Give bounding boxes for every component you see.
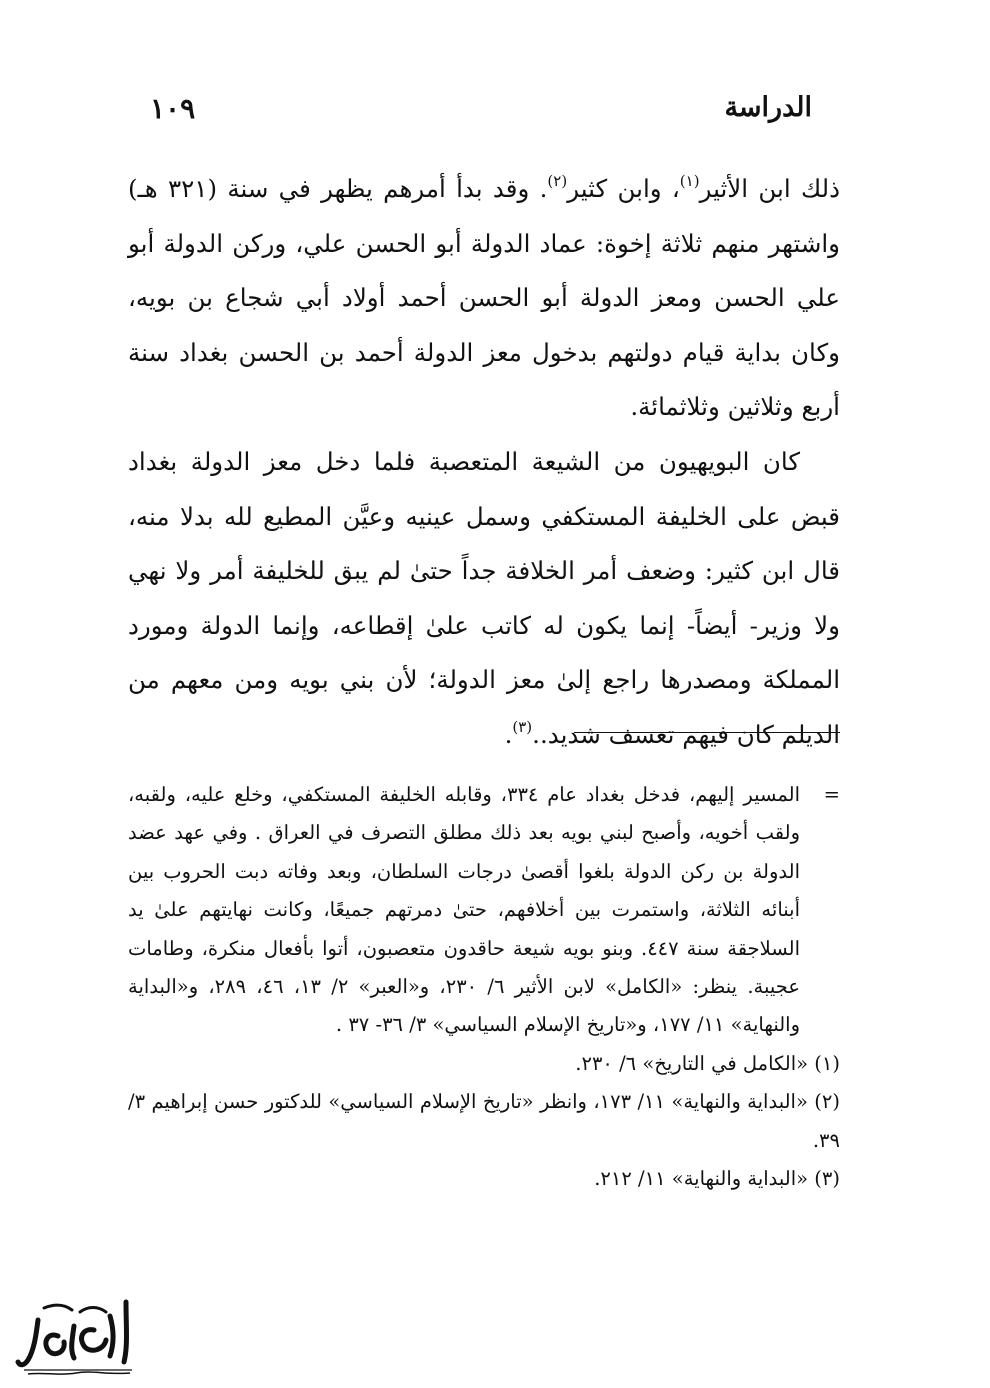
paragraph-1 bbox=[128, 162, 840, 435]
page-header bbox=[150, 92, 812, 132]
continuation-mark: = bbox=[823, 783, 840, 806]
paragraph-1-part-2: ، وابن كثير bbox=[567, 174, 680, 203]
footnote-ref-2: (٢) bbox=[547, 171, 568, 190]
footnote-continuation bbox=[128, 776, 840, 1045]
footnotes bbox=[128, 776, 840, 1198]
paragraph-2-end: . bbox=[504, 719, 513, 749]
footnote-ref-3: (٣) bbox=[512, 717, 533, 736]
main-text bbox=[128, 162, 840, 763]
page-number: ١٠٩ bbox=[150, 92, 196, 125]
continuation-text: المسير إليهم، فدخل بغداد عام ٣٣٤، وقابله الخليفة المستكفي، وخلع عليه، ولقبه، ولقب أخويه، وأصبح لبني بويه بعد ذلك مطلق التصرف في العراق . وفي عهد عضد الدولة بن ركن الدولة بلغوا أقصىٰ درجات السلطان، وبعد وفاته دبت الحروب بين أبنائه الثلاثة، واستمرت بين أخلافهم، حتىٰ دمرتهم جميعًا، وكانت نهايتهم علىٰ يد السلاجقة سنة ٤٤٧. وبنو بويه شيعة حاقدون متعصبون، أتوا بأفعال منكرة، وطامات عجيبة. ينظر: «الكامل» لابن الأثير ٦/ ٢٣٠، و«العبر» ٢/ ١٣، ٤٦، ٢٨٩، و«البداية والنهاية» ١١/ ١٧٧، و«تاريخ الإسلام السياسي» ٣/ ٣٦- ٣٧ . bbox=[128, 783, 800, 1037]
paragraph-1-part-1: ذلك ابن الأثير bbox=[699, 174, 840, 203]
footnote-2: (٢) «البداية والنهاية» ١١/ ١٧٣، وانظر «تاريخ الإسلام السياسي» للدكتور حسن إبراهيم ٣/ ٣٩. bbox=[128, 1090, 840, 1152]
footnote-3: (٣) «البداية والنهاية» ١١/ ٢١٢. bbox=[594, 1167, 840, 1191]
paragraph-2 bbox=[128, 435, 840, 763]
footnote-separator bbox=[574, 732, 840, 733]
paragraph-2-text: كان البويهيون من الشيعة المتعصبة فلما دخل معز الدولة بغداد قبض على الخليفة المستكفي وسمل عينيه وعيَّن المطيع لله بدلا منه، قال ابن كثير: وضعف أمر الخلافة جداً حتىٰ لم يبق للخليفة أمر ولا نهي ولا وزير- أيضاً- إنما يكون له كاتب علىٰ إقطاعه، وإنما الدولة ومورد المملكة ومصدرها راجع إلىٰ معز الدولة؛ لأن بني بويه ومن معهم من الديلم كان فيهم تعسف شديد.. bbox=[128, 446, 840, 749]
footnote-ref-1: (١) bbox=[679, 171, 700, 190]
section-title: الدراسة bbox=[724, 92, 812, 123]
paragraph-1-part-3: . وقد بدأ أمرهم يظهر في سنة (٣٢١ هـ) واشتهر منهم ثلاثة إخوة: عماد الدولة أبو الحسن علي، وركن الدولة أبو علي الحسن ومعز الدولة أبو الحسن أحمد أولاد أبي شجاع بن بويه، وكان بداية قيام دولتهم بدخول معز الدولة أحمد بن الحسن بغداد سنة أربع وثلاثين وثلاثمائة. bbox=[128, 174, 840, 422]
library-stamp-logo bbox=[14, 1296, 140, 1378]
footnote-1: (١) «الكامل في التاريخ» ٦/ ٢٣٠. bbox=[575, 1051, 840, 1075]
